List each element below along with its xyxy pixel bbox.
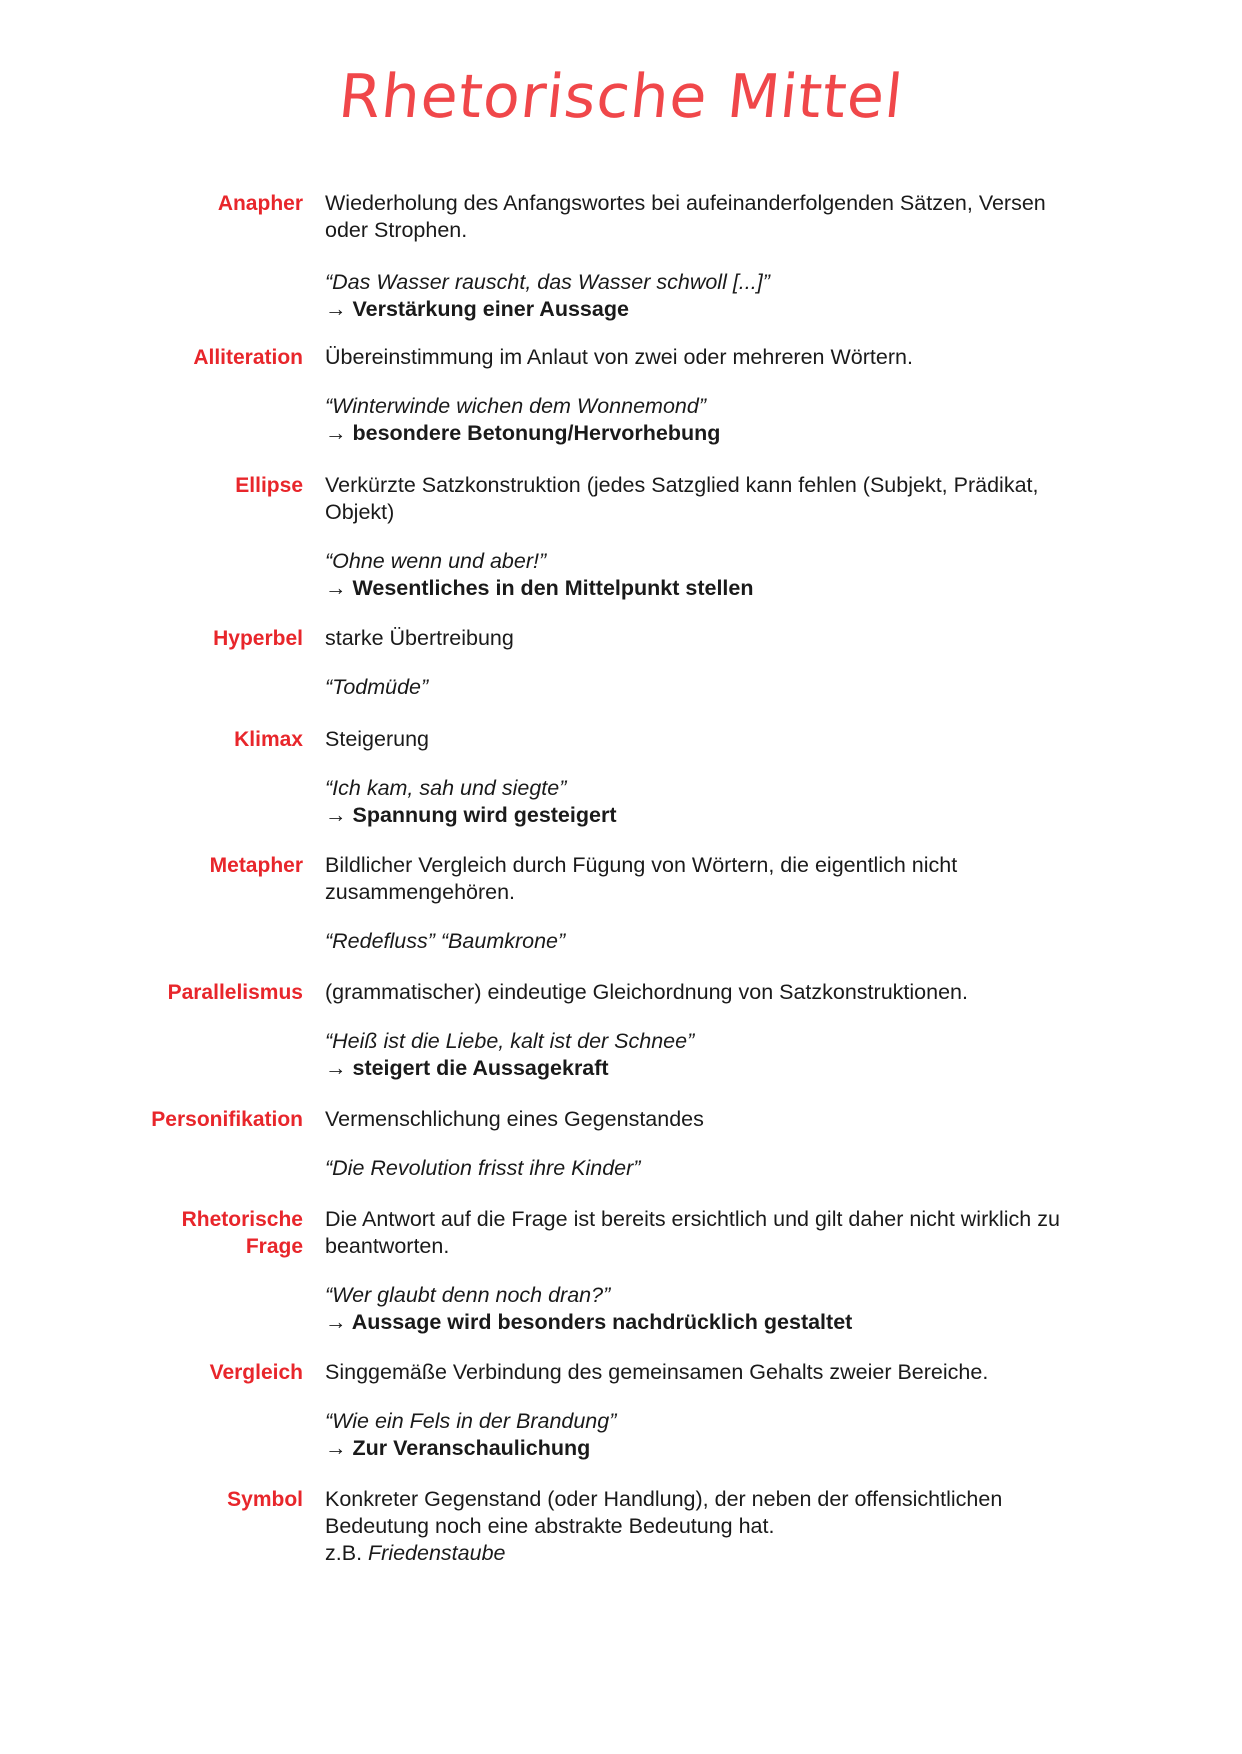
- definition-text: Die Antwort auf die Frage ist bereits ersichtlich und gilt daher nicht wirklich zu beantworten.: [325, 1207, 1060, 1258]
- entry-vergleich: [0, 1359, 1242, 1486]
- example-quote: “Wie ein Fels in der Brandung”: [325, 1409, 617, 1433]
- arrow-icon: →: [325, 1436, 347, 1460]
- term-label: Klimax: [234, 728, 303, 751]
- effect-text: Aussage wird besonders nachdrücklich gestaltet: [351, 1310, 853, 1334]
- arrow-icon: →: [325, 803, 347, 827]
- example-quote: “Winterwinde wichen dem Wonnemond”: [325, 394, 706, 418]
- effect-line: [325, 1309, 1075, 1336]
- definition-text: Bildlicher Vergleich durch Fügung von Wörtern, die eigentlich nicht zusammengehören.: [325, 853, 958, 904]
- definition-text: Steigerung: [325, 727, 429, 751]
- note-prefix: z.B.: [325, 1541, 363, 1565]
- entry-parallelismus: [0, 979, 1242, 1106]
- effect-text: Verstärkung einer Aussage: [352, 297, 629, 321]
- example-quote: “Wer glaubt denn noch dran?”: [325, 1283, 611, 1307]
- term-label: Hyperbel: [213, 627, 303, 650]
- definition-text: (grammatischer) eindeutige Gleichordnung von Satzkonstruktionen.: [325, 980, 968, 1004]
- entry-body: [325, 1486, 1075, 1567]
- effect-line: [325, 575, 1075, 602]
- definition-text: Vermenschlichung eines Gegenstandes: [325, 1107, 704, 1131]
- term-label-line: Rhetorische: [181, 1208, 303, 1231]
- definition-text: Konkreter Gegenstand (oder Handlung), der neben der offensichtlichen Bedeutung noch eine abstrakte Bedeutung hat.: [325, 1487, 1003, 1538]
- effect-text: Wesentliches in den Mittelpunkt stellen: [352, 576, 754, 600]
- entry-alliteration: [0, 344, 1242, 472]
- effect-text: Zur Veranschaulichung: [352, 1436, 591, 1460]
- arrow-icon: →: [325, 421, 347, 445]
- arrow-icon: →: [325, 297, 347, 321]
- term-label: Alliteration: [193, 346, 303, 369]
- entry-body: [325, 1106, 1075, 1182]
- arrow-icon: →: [325, 576, 347, 600]
- entry-body: [325, 852, 1075, 955]
- example-note: [325, 1540, 1075, 1567]
- entry-body: [325, 190, 1075, 323]
- arrow-icon: →: [325, 1310, 347, 1334]
- example-quote: “Das Wasser rauscht, das Wasser schwoll [...]”: [325, 270, 770, 294]
- entry-body: [325, 726, 1075, 829]
- entry-body: [325, 472, 1075, 602]
- term-label: Anapher: [217, 192, 303, 215]
- entry-hyperbel: [0, 625, 1242, 726]
- note-example: Friedenstaube: [368, 1541, 506, 1565]
- effect-line: [325, 296, 1075, 323]
- definition-text: Singgemäße Verbindung des gemeinsamen Gehalts zweier Bereiche.: [325, 1360, 989, 1384]
- example-quote: “Redefluss” “Baumkrone”: [325, 929, 566, 953]
- entry-body: [325, 1359, 1075, 1462]
- term-label: Vergleich: [209, 1361, 303, 1384]
- arrow-icon: →: [325, 1056, 347, 1080]
- example-quote: “Ohne wenn und aber!”: [325, 549, 547, 573]
- definition-text: Übereinstimmung im Anlaut von zwei oder mehreren Wörtern.: [325, 345, 913, 369]
- effect-line: [325, 802, 1075, 829]
- term-list: [0, 190, 1242, 1576]
- term-label: Metapher: [209, 854, 303, 877]
- entry-symbol: [0, 1486, 1242, 1576]
- effect-line: [325, 1055, 1075, 1082]
- example-quote: “Ich kam, sah und siegte”: [325, 776, 567, 800]
- term-label: Personifikation: [151, 1108, 303, 1131]
- entry-body: [325, 1206, 1075, 1336]
- definition-text: Verkürzte Satzkonstruktion (jedes Satzglied kann fehlen (Subjekt, Prädikat, Objekt): [325, 473, 1039, 524]
- example-quote: “Heiß ist die Liebe, kalt ist der Schnee”: [325, 1029, 695, 1053]
- entry-anapher: [0, 190, 1242, 344]
- entry-ellipse: [0, 472, 1242, 625]
- entry-rhetorische-frage: [0, 1206, 1242, 1359]
- effect-line: [325, 420, 1075, 447]
- example-quote: “Todmüde”: [325, 675, 429, 699]
- term-label: Parallelismus: [167, 981, 303, 1004]
- term-label: [0, 1206, 325, 1260]
- entry-body: [325, 344, 1075, 447]
- entry-body: [325, 979, 1075, 1082]
- term-label: Symbol: [227, 1488, 303, 1511]
- effect-text: Spannung wird gesteigert: [352, 803, 617, 827]
- effect-text: steigert die Aussagekraft: [352, 1056, 609, 1080]
- entry-klimax: [0, 726, 1242, 852]
- effect-text: besondere Betonung/Hervorhebung: [352, 421, 721, 445]
- page-title: Rhetorische Mittel: [335, 62, 907, 132]
- term-label-line: Frage: [245, 1235, 303, 1258]
- definition-text: starke Übertreibung: [325, 626, 514, 650]
- effect-line: [325, 1435, 1075, 1462]
- entry-body: [325, 625, 1075, 701]
- definition-text: Wiederholung des Anfangswortes bei aufeinanderfolgenden Sätzen, Versen oder Strophen.: [325, 191, 1046, 242]
- entry-metapher: [0, 852, 1242, 979]
- term-label: Ellipse: [235, 474, 303, 497]
- entry-personifikation: [0, 1106, 1242, 1206]
- example-quote: “Die Revolution frisst ihre Kinder”: [325, 1156, 641, 1180]
